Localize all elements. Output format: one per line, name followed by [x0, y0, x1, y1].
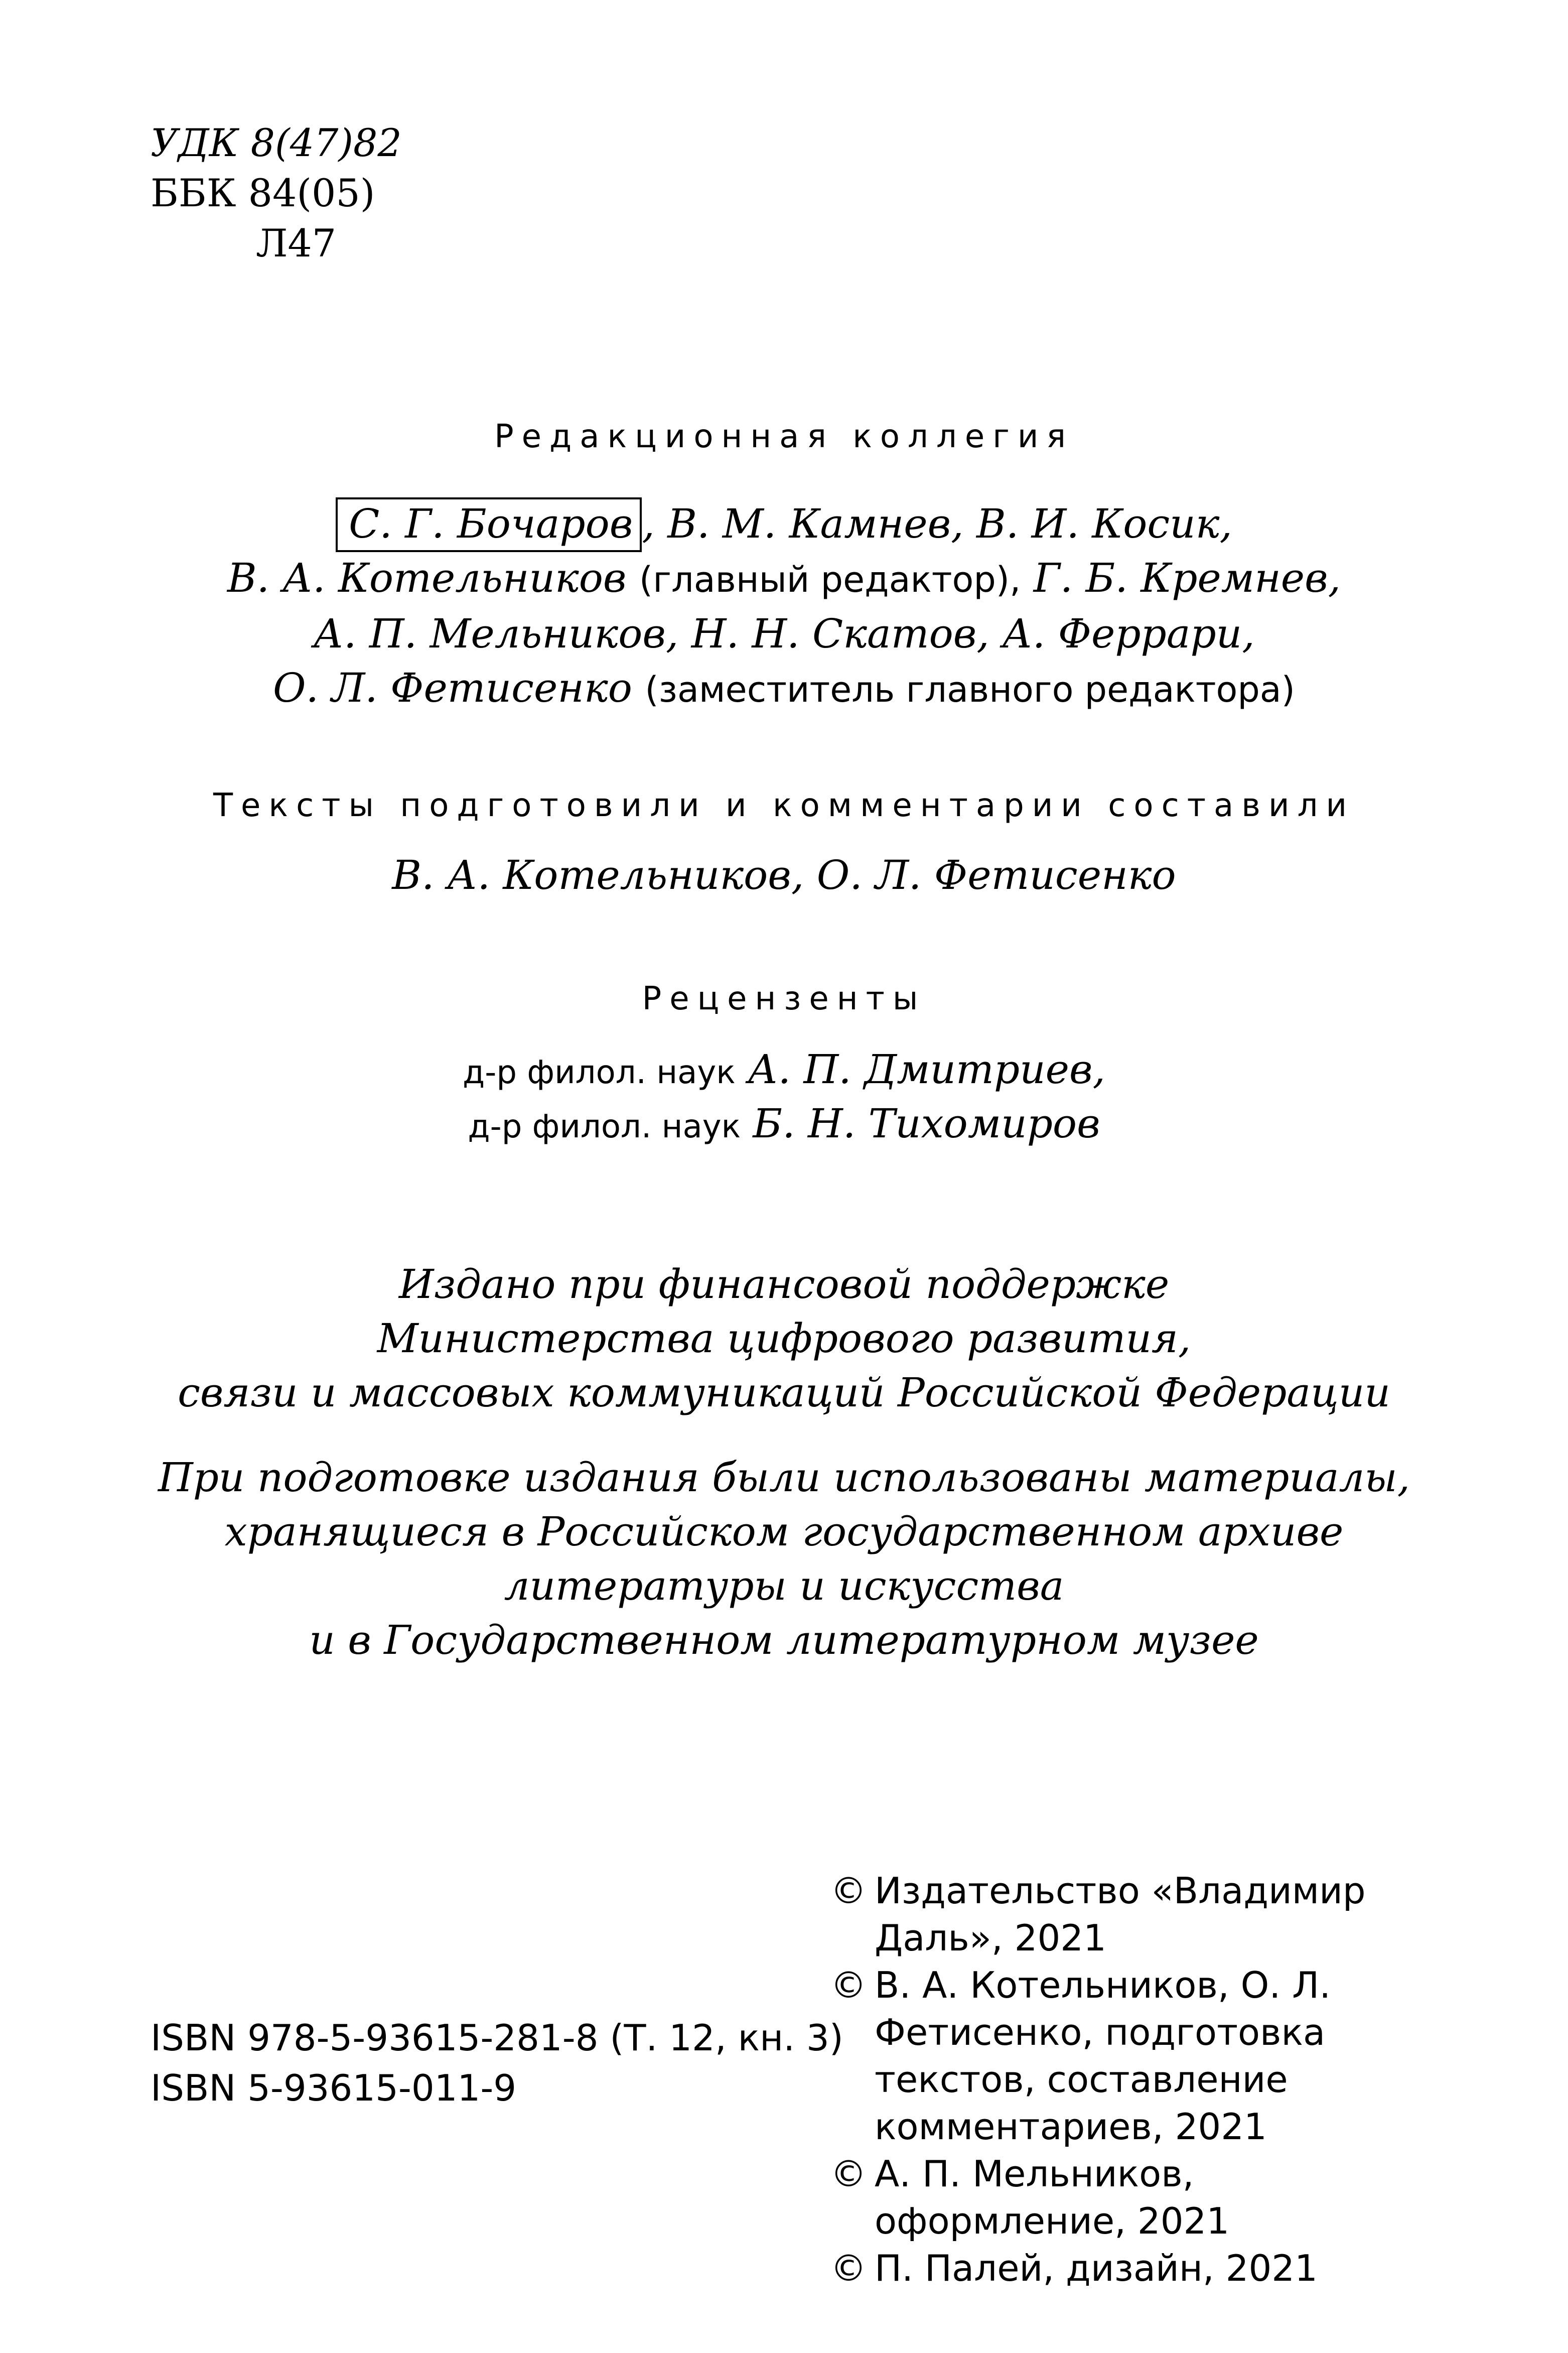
- materials-note-line: и в Государственном литературном музее: [309, 1617, 1259, 1663]
- reviewers-list: [0, 1044, 1568, 1152]
- support-note: [0, 1257, 1568, 1420]
- chief-editor-name: В. А. Котельников: [227, 555, 627, 601]
- copyright-text: В. А. Котельников, О. Л. Фетисенко, подготовка текстов, составление комментариев, 2021: [875, 1964, 1331, 2148]
- editorial-board-member: Г. Б. Кремнев,: [1033, 555, 1341, 601]
- copyright-block: [830, 1867, 1433, 2292]
- copyright-icon: ©: [830, 1964, 867, 2006]
- reviewer-2: [0, 1098, 1568, 1152]
- deputy-editor-name: О. Л. Фетисенко: [272, 665, 632, 711]
- copyright-entry: [830, 1962, 1433, 2150]
- editorial-board-members: А. П. Мельников, Н. Н. Скатов, А. Феррари,: [313, 610, 1255, 657]
- copyright-icon: ©: [830, 2153, 867, 2195]
- copyright-entry: [830, 1867, 1433, 1962]
- author-mark: Л47: [256, 221, 337, 266]
- deputy-editor-role: (заместитель главного редактора): [645, 669, 1295, 710]
- copyright-text: П. Палей, дизайн, 2021: [875, 2247, 1318, 2289]
- reviewer-name: А. П. Дмитриев,: [748, 1046, 1105, 1093]
- isbn-block: [151, 2013, 843, 2113]
- compilers-heading-block: [0, 783, 1568, 828]
- compilers-heading: Тексты подготовили и комментарии составили: [213, 787, 1355, 824]
- deceased-member-box: С. Г. Бочаров: [336, 497, 642, 552]
- isbn-series: ISBN 5-93615-011-9: [151, 2067, 517, 2109]
- udk-code: УДК 8(47)82: [151, 120, 402, 165]
- support-note-line: Министерства цифрового развития,: [377, 1315, 1191, 1362]
- materials-note-line: хранящиеся в Российском государственном архиве: [224, 1508, 1344, 1555]
- isbn-volume: ISBN 978-5-93615-281-8 (Т. 12, кн. 3): [151, 2017, 843, 2059]
- copyright-text: А. П. Мельников, оформление, 2021: [875, 2153, 1230, 2242]
- editorial-board-line-4: [0, 661, 1568, 717]
- compilers-names: В. А. Котельников, О. Л. Фетисенко: [392, 852, 1176, 898]
- classification-block: [151, 118, 402, 269]
- materials-note-line: литературы и искусства: [504, 1562, 1064, 1609]
- editorial-board-line-2: [0, 551, 1568, 607]
- support-note-line: связи и массовых коммуникаций Российской Федерации: [178, 1369, 1390, 1416]
- chief-editor-role: (главный редактор),: [639, 559, 1021, 600]
- reviewer-name: Б. Н. Тихомиров: [753, 1100, 1100, 1147]
- editorial-board-list: [0, 497, 1568, 717]
- copyright-entry: [830, 2150, 1433, 2245]
- reviewers-heading-block: [0, 976, 1568, 1021]
- copyright-text: Издательство «Владимир Даль», 2021: [875, 1870, 1366, 1959]
- bbk-code: ББК 84(05): [151, 171, 375, 215]
- reviewer-degree: д-р филол. наук: [468, 1108, 741, 1145]
- compilers-names-block: [0, 848, 1568, 902]
- reviewer-degree: д-р филол. наук: [463, 1054, 736, 1091]
- editorial-board-line-1: [0, 497, 1568, 551]
- editorial-board-heading: Редакционная коллегия: [494, 418, 1074, 455]
- editorial-board-line-3: [0, 607, 1568, 661]
- reviewer-1: [0, 1044, 1568, 1098]
- materials-note-line: При подготовке издания были использованы материалы,: [158, 1454, 1410, 1501]
- copyright-icon: ©: [830, 2247, 867, 2289]
- materials-note: [0, 1451, 1568, 1667]
- editorial-board-line-1-rest: , В. М. Камнев, В. И. Косик,: [642, 500, 1232, 547]
- copyright-icon: ©: [830, 1870, 867, 1912]
- support-note-line: Издано при финансовой поддержке: [398, 1261, 1170, 1308]
- copyright-entry: [830, 2245, 1433, 2292]
- reviewers-heading: Рецензенты: [642, 980, 926, 1017]
- editorial-board-heading-block: [0, 414, 1568, 459]
